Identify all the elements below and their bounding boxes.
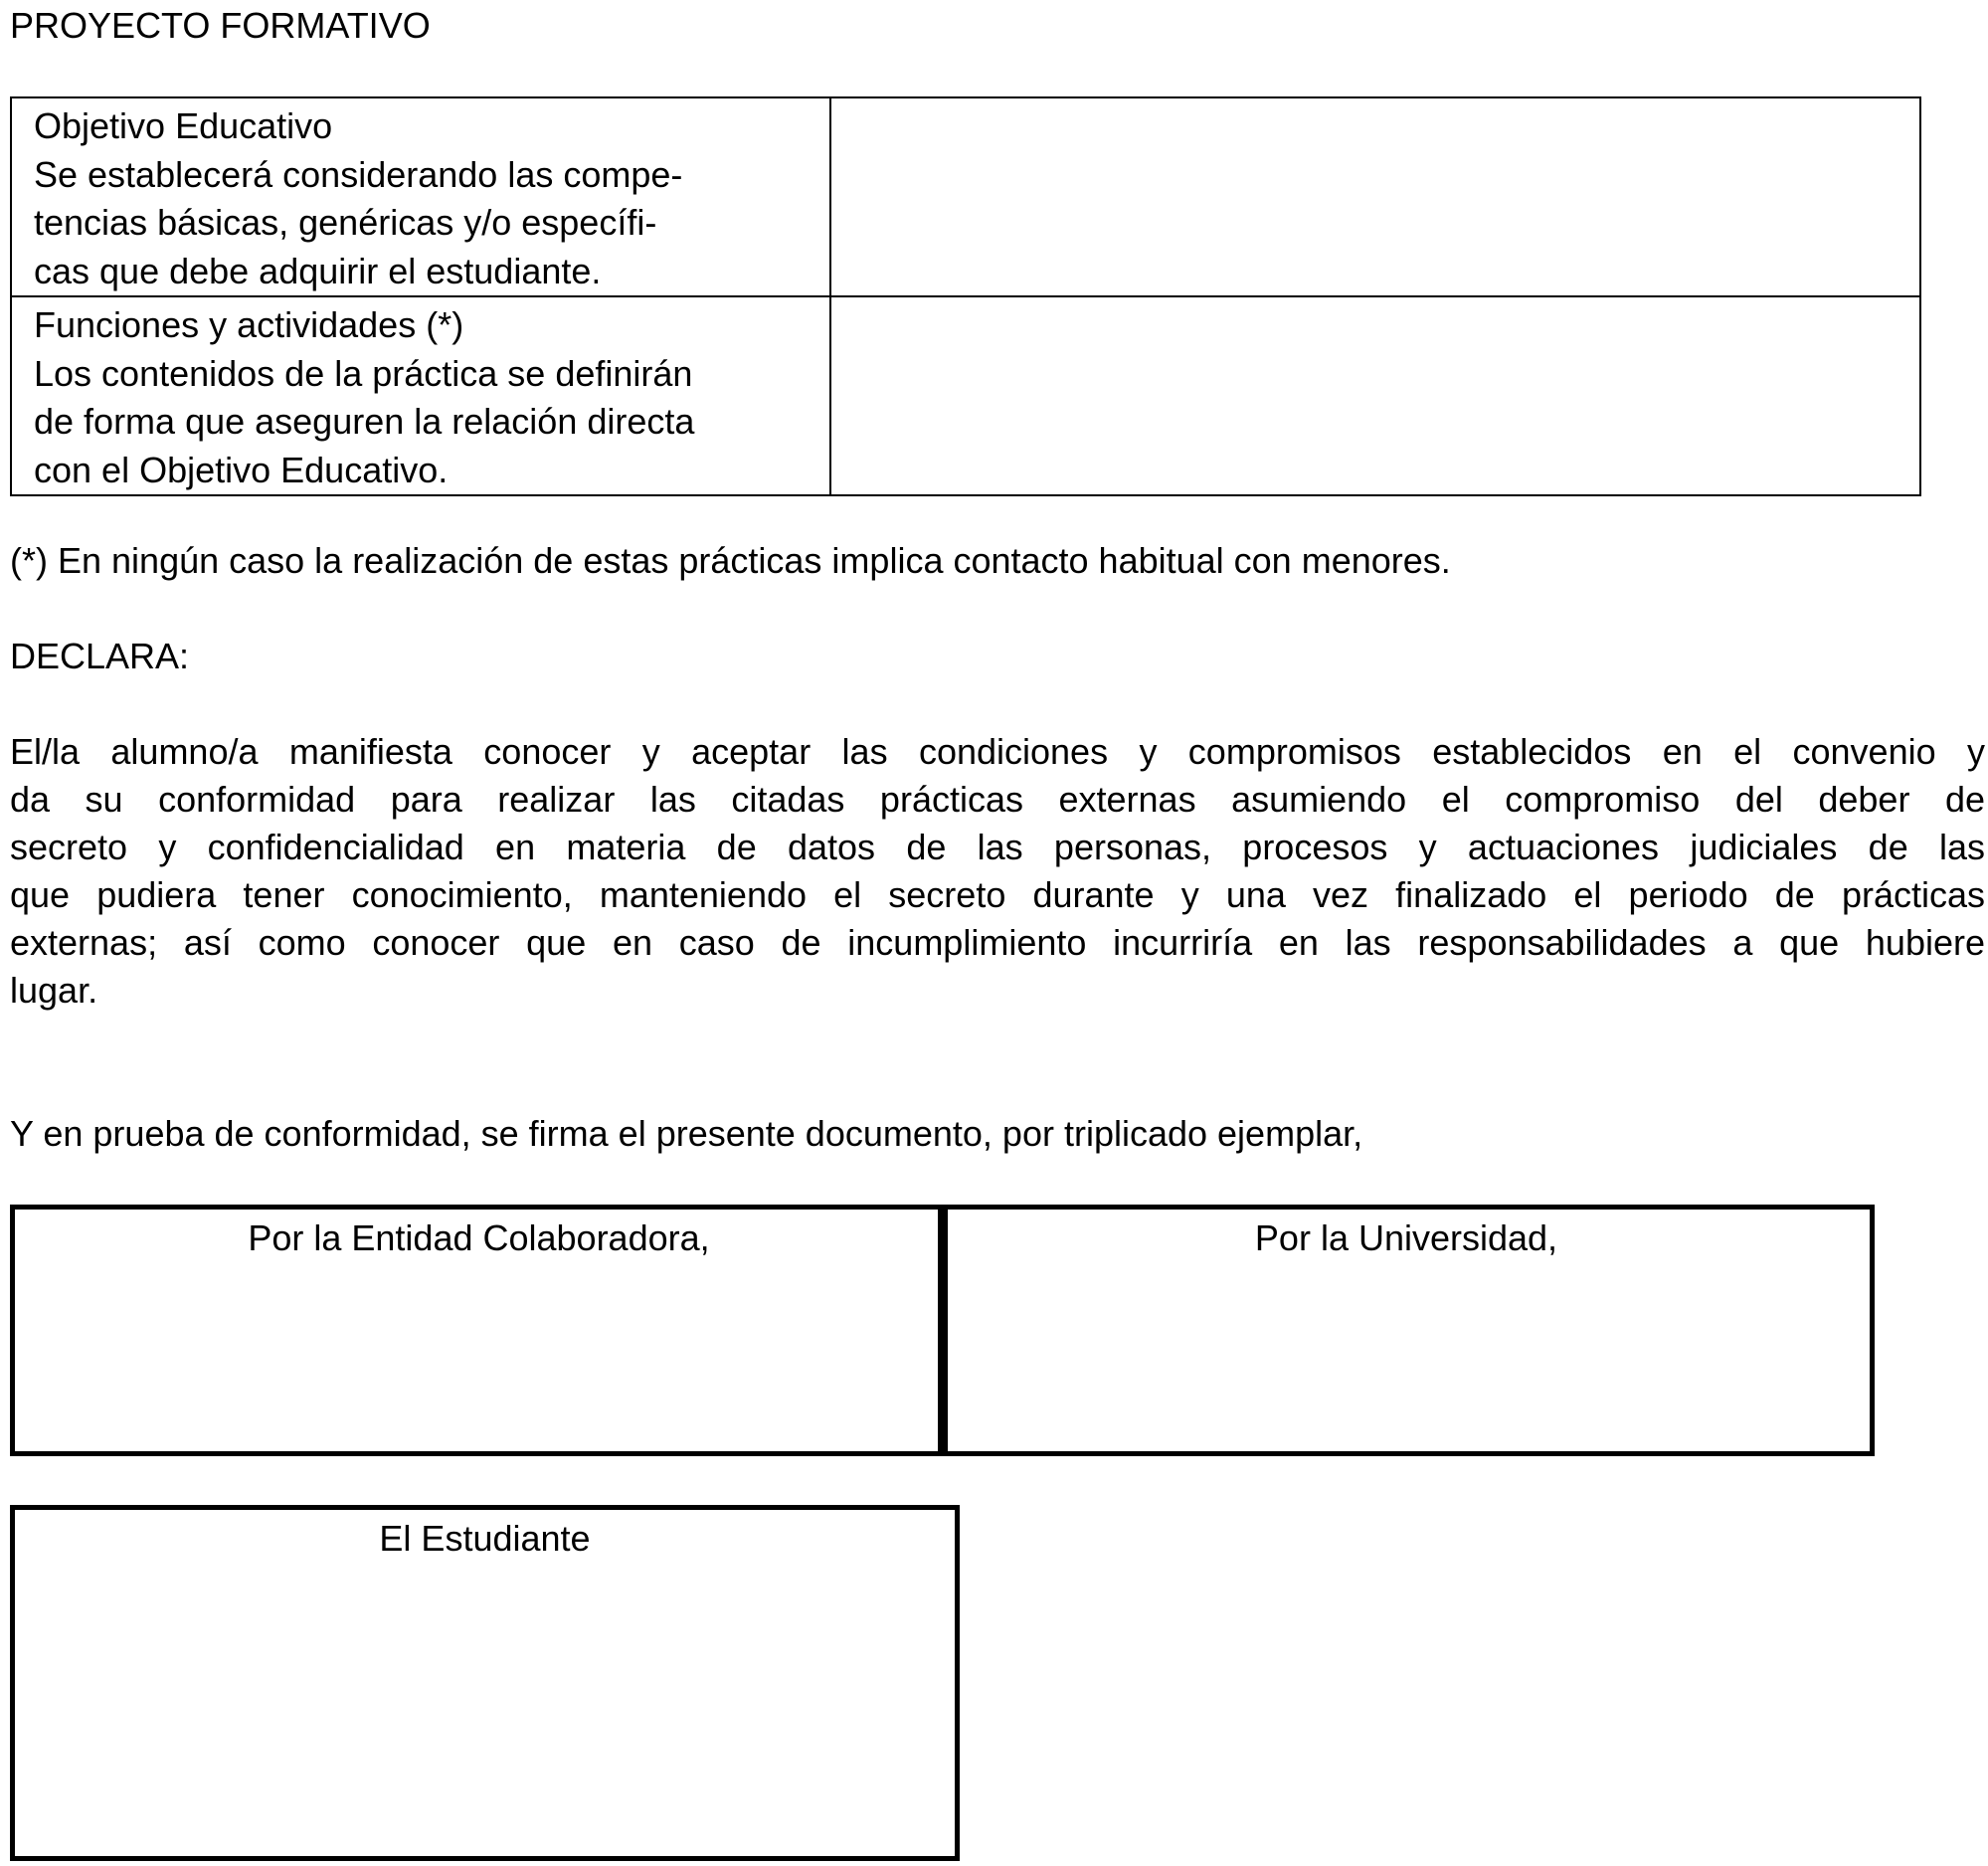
signature-box-student[interactable] — [10, 1505, 960, 1861]
objective-desc-line: cas que debe adquirir el estudiante. — [34, 250, 602, 291]
declaration-line: lugar. — [10, 970, 98, 1011]
functions-heading: Funciones y actividades (*) — [34, 304, 464, 345]
table-row-functions — [11, 296, 1920, 495]
declaration-line: secreto y confidencialidad en materia de datos de las personas, procesos y actuaciones judiciales de las — [10, 827, 1985, 867]
declaration-line: El/la alumno/a manifiesta conocer y aceptar las condiciones y compromisos establecidos en el convenio y — [10, 731, 1985, 772]
objective-value-cell[interactable] — [830, 97, 1920, 296]
objective-heading: Objetivo Educativo — [34, 105, 333, 146]
declaration-line: que pudiera tener conocimiento, manteniendo el secreto durante y una vez finalizado el periodo de prácticas — [10, 874, 1985, 915]
declaration-paragraph — [10, 728, 1985, 1015]
declaration-line: da su conformidad para realizar las citadas prácticas externas asumiendo el compromiso del deber de — [10, 779, 1985, 820]
objective-desc-line: tencias básicas, genéricas y/o específi- — [34, 202, 657, 243]
objective-label-cell — [11, 97, 830, 296]
signature-box-university[interactable] — [938, 1205, 1875, 1456]
closing-statement: Y en prueba de conformidad, se firma el presente documento, por triplicado ejemplar, — [10, 1113, 1363, 1154]
functions-desc-line: con el Objetivo Educativo. — [34, 449, 449, 490]
declaration-line: externas; así como conocer que en caso de incumplimiento incurriría en las responsabilidades a que hubiere — [10, 922, 1985, 963]
student-signature-label: El Estudiante — [379, 1518, 591, 1559]
functions-desc-line: de forma que aseguren la relación directa — [34, 401, 695, 442]
functions-desc-line: Los contenidos de la práctica se definirán — [34, 352, 693, 394]
project-table — [10, 96, 1921, 496]
document-title: PROYECTO FORMATIVO — [10, 5, 431, 46]
functions-label-cell — [11, 296, 830, 495]
declara-heading: DECLARA: — [10, 636, 190, 676]
objective-desc-line: Se establecerá considerando las compe- — [34, 153, 683, 195]
footnote: (*) En ningún caso la realización de estas prácticas implica contacto habitual con menores. — [10, 540, 1451, 581]
signature-box-entity[interactable] — [10, 1205, 948, 1456]
table-row-objective — [11, 97, 1920, 296]
entity-signature-label: Por la Entidad Colaboradora, — [248, 1217, 710, 1258]
functions-value-cell[interactable] — [830, 296, 1920, 495]
university-signature-label: Por la Universidad, — [1254, 1217, 1558, 1258]
